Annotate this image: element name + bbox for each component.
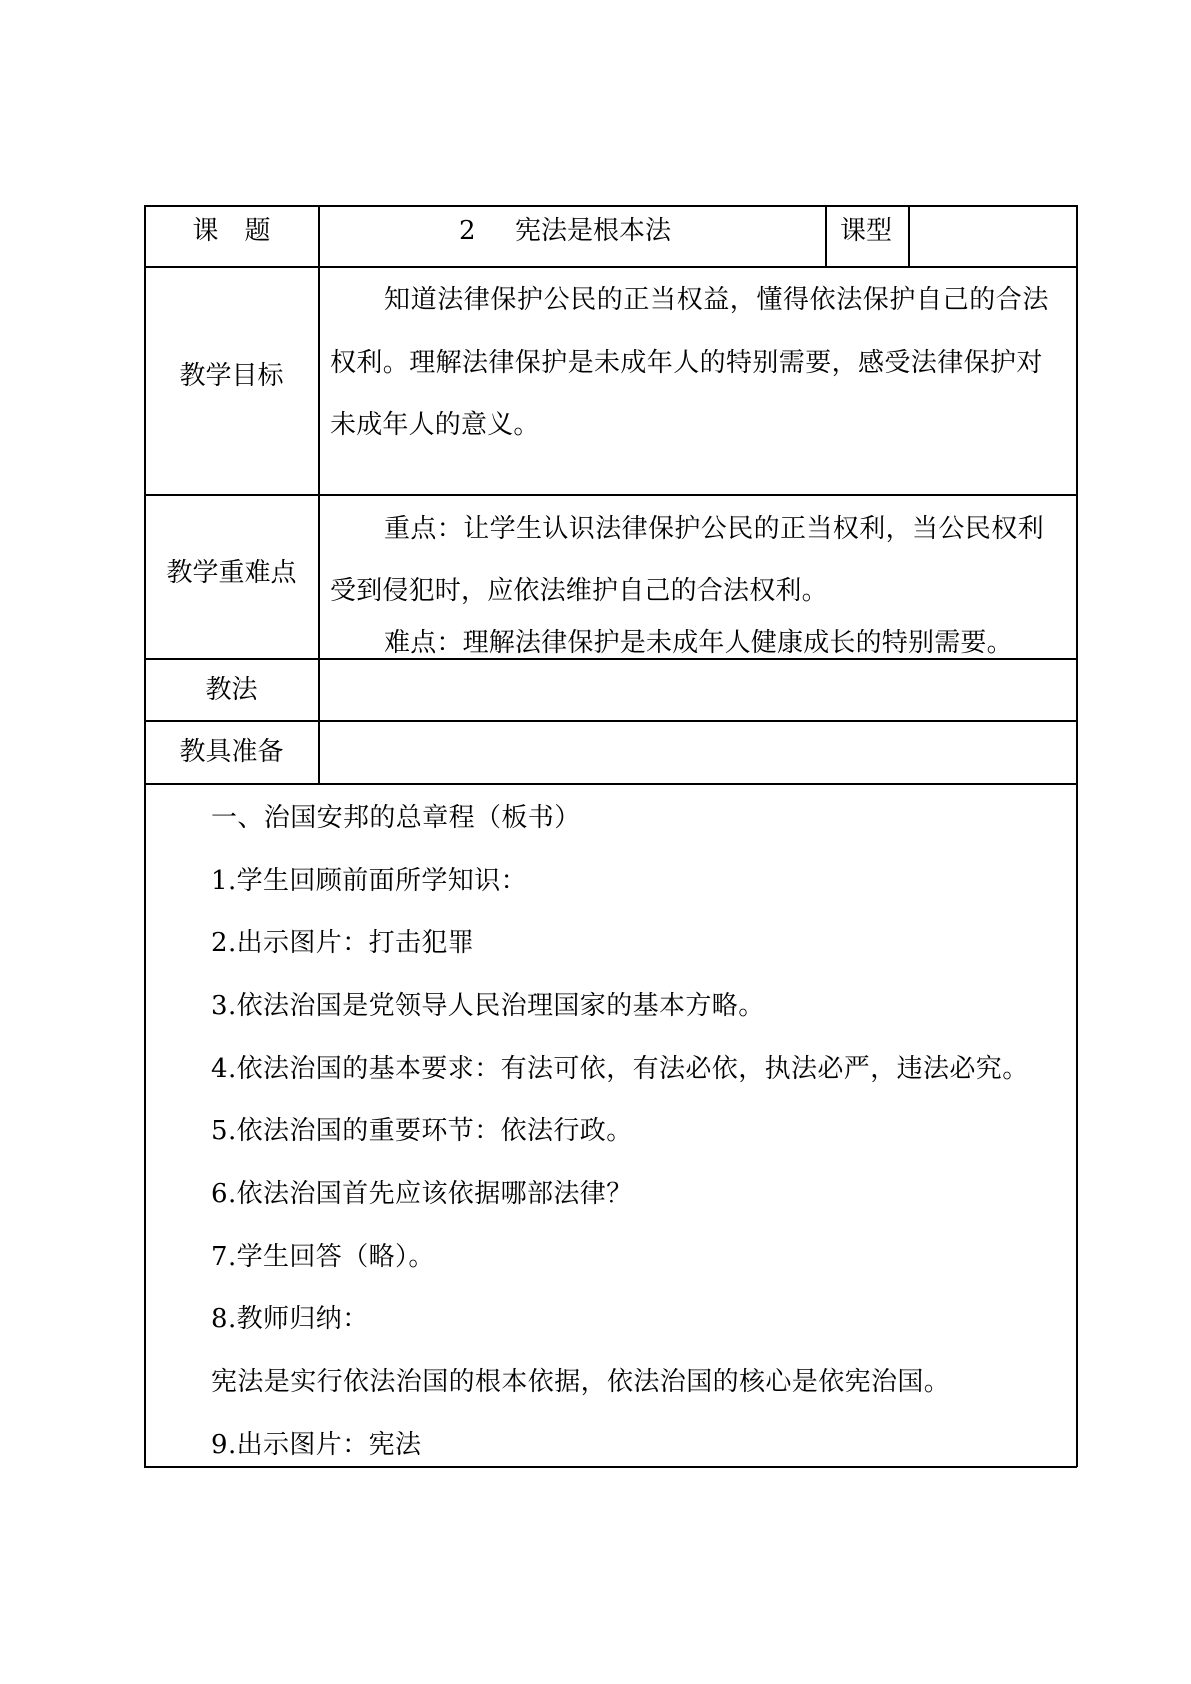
body-line-6: 5.依法治国的重要环节：依法行政。 bbox=[211, 1116, 633, 1146]
body-line-8: 7.学生回答（略）。 bbox=[211, 1242, 435, 1272]
table-left-border bbox=[144, 205, 146, 1467]
lesson-type-label: 课型 bbox=[840, 216, 893, 246]
objectives-line-1: 知道法律保护公民的正当权益，懂得依法保护自己的合法 bbox=[384, 285, 1050, 315]
objectives-line-3: 未成年人的意义。 bbox=[330, 410, 540, 440]
row-divider-5 bbox=[144, 783, 1077, 785]
tools-label: 教具准备 bbox=[179, 737, 284, 767]
body-line-3: 2.出示图片：打击犯罪 bbox=[211, 928, 475, 958]
title-label: 课 题 bbox=[192, 216, 271, 246]
lesson-title: 宪法是根本法 bbox=[515, 216, 672, 246]
key-points-label: 教学重难点 bbox=[166, 558, 297, 588]
table-right-border bbox=[1076, 205, 1078, 1467]
body-line-11: 9.出示图片：宪法 bbox=[211, 1430, 422, 1460]
body-line-9: 8.教师归纳： bbox=[211, 1304, 369, 1334]
type-column-divider-1 bbox=[825, 205, 827, 267]
key-point-line-3: 难点：理解法律保护是未成年人健康成长的特别需要。 bbox=[384, 628, 1013, 658]
row-divider-2 bbox=[144, 494, 1077, 496]
body-line-2: 1.学生回顾前面所学知识： bbox=[211, 866, 528, 896]
method-label: 教法 bbox=[205, 675, 258, 705]
objectives-label: 教学目标 bbox=[179, 361, 284, 391]
key-point-line-1: 重点：让学生认识法律保护公民的正当权利，当公民权利 bbox=[384, 514, 1045, 544]
key-point-line-2: 受到侵犯时，应依法维护自己的合法权利。 bbox=[330, 576, 828, 606]
row-divider-4 bbox=[144, 720, 1077, 722]
row-divider-1 bbox=[144, 266, 1077, 268]
lesson-number: 2 bbox=[459, 216, 476, 246]
objectives-line-2: 权利。理解法律保护是未成年人的特别需要，感受法律保护对 bbox=[330, 348, 1043, 378]
type-column-divider-2 bbox=[908, 205, 910, 267]
body-line-1: 一、治国安邦的总章程（板书） bbox=[211, 803, 581, 833]
body-line-4: 3.依法治国是党领导人民治理国家的基本方略。 bbox=[211, 991, 765, 1021]
table-top-border bbox=[144, 205, 1077, 207]
body-line-7: 6.依法治国首先应该依据哪部法律？ bbox=[211, 1179, 633, 1209]
body-line-5: 4.依法治国的基本要求：有法可依，有法必依，执法必严，违法必究。 bbox=[211, 1054, 1029, 1084]
table-bottom-border bbox=[144, 1466, 1077, 1468]
body-line-10: 宪法是实行依法治国的根本依据，依法治国的核心是依宪治国。 bbox=[211, 1367, 951, 1397]
